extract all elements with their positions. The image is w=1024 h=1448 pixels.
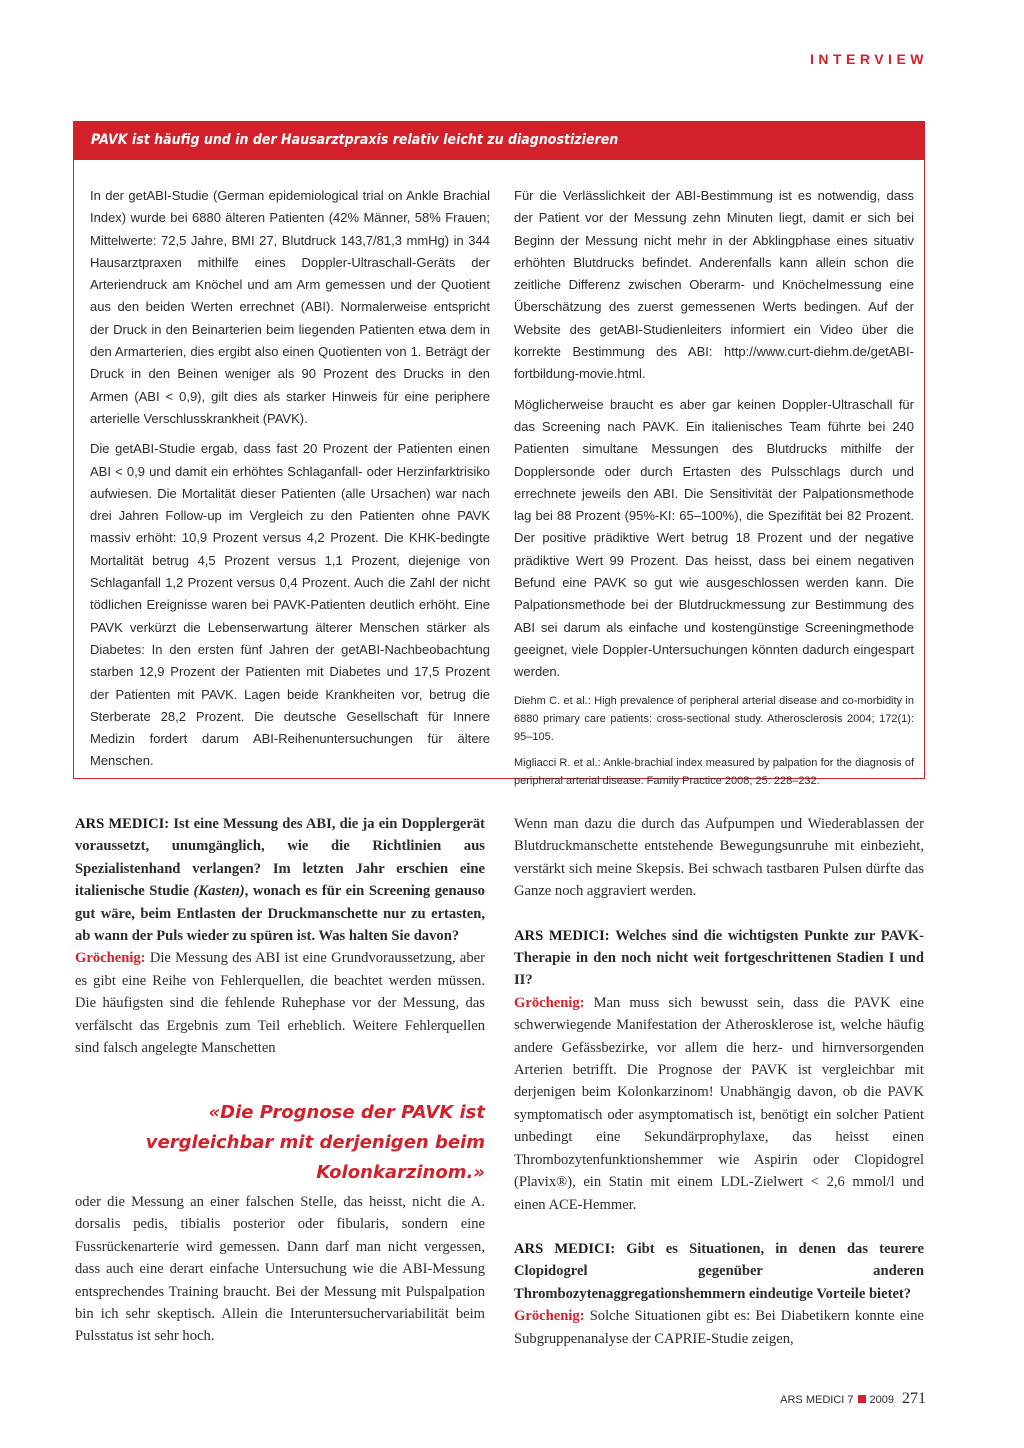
question-text-part: , wonach es für ein Screening genauso gut wäre, beim Entlasten der Druckmanschette nur zu ertasten, ab wann der Puls wieder zu spüren ist. Was halten Sie davon?: [75, 883, 485, 945]
answer: [514, 1305, 924, 1350]
square-bullet-icon: [858, 1395, 866, 1403]
box-paragraph: Die getABI-Studie ergab, dass fast 20 Prozent der Patienten einen ABI < 0,9 und damit ein erhöhtes Schlaganfall- oder Herzinfarktrisiko aufwiesen. Die Mortalität dieser Patienten (alle Ursachen) war nach drei Jahren Follow-up im Vergleich zu den Patienten ohne PAVK massiv erhöht: 10,9 Prozent versus 4,2 Prozent. Die KHK-bedingte Mortalität betrug 4,5 Prozent versus 1,1 Prozent, diejenige von Schlaganfall 1,2 Prozent versus 0,4 Prozent. Auch die Zahl der nicht tödlichen Ereignisse waren bei PAVK-Patienten deutlich erhöht. Eine PAVK verkürzt die Lebenserwartung älterer Menschen stärker als Diabetes: In den ersten fünf Jahren der getABI-Nachbeobachtung starben 12,9 Prozent der Patienten mit Diabetes und 17,5 Prozent der Patienten mit PAVK. Lagen beide Krankheiten vor, betrug die Sterberate 28,2 Prozent. Die deutsche Gesellschaft für Innere Medizin fordert darum ABI-Reihenuntersuchungen für ältere Menschen.: [90, 441, 490, 769]
box-reference: (Kasten): [193, 883, 245, 900]
question: [514, 1238, 924, 1305]
interview-right-column: [514, 813, 924, 1350]
question-text-part: Ist eine Messung des ABI, die ja ein Dopplergerät voraussetzt, unumgänglich, wie die Richtlinien aus Spezialistenhand verlangen? Im letzten Jahr erschien eine italienische Studie: [75, 816, 485, 900]
info-box-left-column: [90, 185, 490, 781]
answer-text: Die Messung des ABI ist eine Grundvoraussetzung, aber es gibt eine Reihe von Fehlerquellen, die beachtet werden müssen. Die häufigsten sind die fehlende Ruhephase vor der Messung, das verfälscht das Ergebnis zum Teil erheblich. Weitere Fehlerquellen sind falsch angelegte Manschetten: [75, 950, 485, 1057]
answer-continuation: Wenn man dazu die durch das Aufpumpen und Wiederablassen der Blutdruckmanschette entstehende Bewegungsunruhe mit einbezieht, verstärkt sich meine Skepsis. Bei schwach tastbaren Pulsen dürfte das Ganze noch aggraviert werden.: [514, 816, 924, 900]
journal-year: 2009: [869, 1394, 894, 1406]
reference: Migliacci R. et al.: Ankle-brachial index measured by palpation for the diagnosis of peripheral arterial disease. Family Practice 2008; 25: 228–232.: [514, 756, 914, 787]
question: [75, 813, 485, 947]
info-box-title: PAVK ist häufig und in der Hausarztpraxis relativ leicht zu diagnostizieren: [91, 132, 619, 148]
answer-text: Solche Situationen gibt es: Bei Diabetikern konnte eine Subgruppenanalyse der CAPRIE-Studie zeigen,: [514, 1308, 925, 1347]
box-paragraph: Möglicherweise braucht es aber gar keinen Doppler-Ultraschall für das Screening nach PAVK. Ein italienisches Team führte bei 240 Patienten simultane Messungen des Blutdrucks mithilfe der Dopplersonde oder durch Ertasten des Pulsschlags durch und errechnete jeweils den ABI. Die Sensitivität der Palpationsmethode lag bei 88 Prozent (95%-KI: 65–100%), die Spezifität bei 82 Prozent. Der positive prädiktive Wert betrug 18 Prozent und der negative prädiktive Wert 99 Prozent. Das heisst, dass bei einem negativen Befund eine PAVK so gut wie ausgeschlossen werden kann. Die Palpationsmethode bei der Blutdruckmessung zur Bestimmung des ABI sei darum als einfache und kostengünstige Screeningmethode geeignet, viele Doppler-Untersuchungen könnten dadurch eingespart werden.: [514, 396, 914, 680]
speaker-label: ARS MEDICI:: [75, 816, 170, 832]
page-number: 271: [902, 1390, 926, 1407]
box-paragraph: In der getABI-Studie (German epidemiological trial on Ankle Brachial Index) wurde bei 6880 älteren Patienten (42% Männer, 58% Frauen; Mittelwerte: 72,5 Jahre, BMI 27, Blutdruck 143,7/81,3 mmHg) in 344 Hausarztpraxen mithilfe eines Doppler-Ultraschall-Geräts der Arteriendruck am Knöchel und am Arm gemessen und der Quotient aus den beiden Werten errechnet (ABI). Normalerweise entspricht der Druck in den Beinarterien beim liegenden Patienten etwa dem in den Armarterien, dies ergibt also einen Quotienten von 1. Beträgt der Druck in den Beinen weniger als 90 Prozent des Drucks in den Armen (ABI < 0,9), gilt dies als starker Hinweis für eine periphere arterielle Verschlusskrankheit (PAVK).: [90, 188, 490, 426]
answer-text: Man muss sich bewusst sein, dass die PAVK eine schwerwiegende Manifestation der Atherosklerose ist, welche häufig andere Gefässbezirke, vor allem die herz- und hirnversorgenden Arterien betrifft. Die Prognose der PAVK ist vergleichbar mit derjenigen beim Kolonkarzinom! Unabhängig davon, ob die PAVK symptomatisch oder asymptomatisch ist, benötigt ein solcher Patient unbedingt eine Sekundärprophylaxe, das heisst einen Thrombozytenfunktionshemmer wie Aspirin oder Clopidogrel (Plavix®), ein Statin mit einem LDL-Zielwert < 2,6 mmol/l und einen ACE-Hemmer.: [514, 994, 924, 1213]
info-box: [73, 121, 925, 787]
question-text: Welches sind die wichtigsten Punkte zur PAVK-Therapie in den noch nicht weit fortgeschrittenen Stadien I und II?: [514, 927, 924, 989]
question-text: [75, 816, 485, 944]
box-paragraph: Für die Verlässlichkeit der ABI-Bestimmung ist es notwendig, dass der Patient vor der Messung zehn Minuten liegt, damit er sich bei Beginn der Messung nicht mehr in der Abklingphase eines situativ erhöhten Blutdrucks befindet. Anderenfalls kann allein schon die zeitliche Differenz zwischen Oberarm- und Knöchelmessung eine Überschätzung des zuerst gemessenen Werts bedingen. Auf der Website des getABI-Studienleiters informiert ein Video über die korrekte Bestimmung des ABI: http://www.curt-diehm.de/getABI-fortbildung-movie.html.: [514, 188, 914, 382]
answer-continuation: oder die Messung an einer falschen Stelle, das heisst, nicht die A. dorsalis pedis, tibialis posterior oder fibularis, sondern eine Fussrückenarterie wird gemessen. Dann darf man nicht vergessen, dass auch eine derart einfache Untersuchung wie die ABI-Messung entsprechendes Training braucht. Bei der Messung mit Pulspalpation bin ich sehr skeptisch. Allein die Interuntersuchervariabilität beim Pulsstatus ist sehr hoch.: [75, 1194, 485, 1345]
section-label: INTERVIEW: [809, 51, 928, 67]
interview-left-column-top: [75, 813, 485, 1059]
info-box-header: [74, 122, 924, 160]
answer: [514, 992, 924, 1216]
speaker-label: Gröchenig:: [514, 994, 585, 1011]
page-footer: [780, 1390, 926, 1408]
pull-quote: «Die Prognose der PAVK ist vergleichbar mit derjenigen beim Kolonkarzinom.»: [145, 1102, 485, 1183]
speaker-label: Gröchenig:: [514, 1308, 585, 1325]
question: [514, 925, 924, 992]
reference: Diehm C. et al.: High prevalence of peripheral arterial disease and co-morbidity in 6880 primary care patients: cross-sectional study. Atherosclerosis 2004; 172(1): 95–105.: [514, 694, 914, 743]
interview-left-column-bottom: [75, 1191, 485, 1348]
journal-name: ARS MEDICI 7: [780, 1394, 854, 1406]
speaker-label: Gröchenig:: [75, 950, 146, 967]
question-text: Gibt es Situationen, in denen das teurere Clopidogrel gegenüber anderen Thrombozytenaggregationshemmern eindeutige Vorteile bietet?: [514, 1240, 924, 1302]
speaker-label: ARS MEDICI:: [514, 1240, 616, 1257]
speaker-label: ARS MEDICI:: [514, 927, 610, 944]
info-box-right-column: [514, 185, 914, 798]
answer: [75, 947, 485, 1059]
